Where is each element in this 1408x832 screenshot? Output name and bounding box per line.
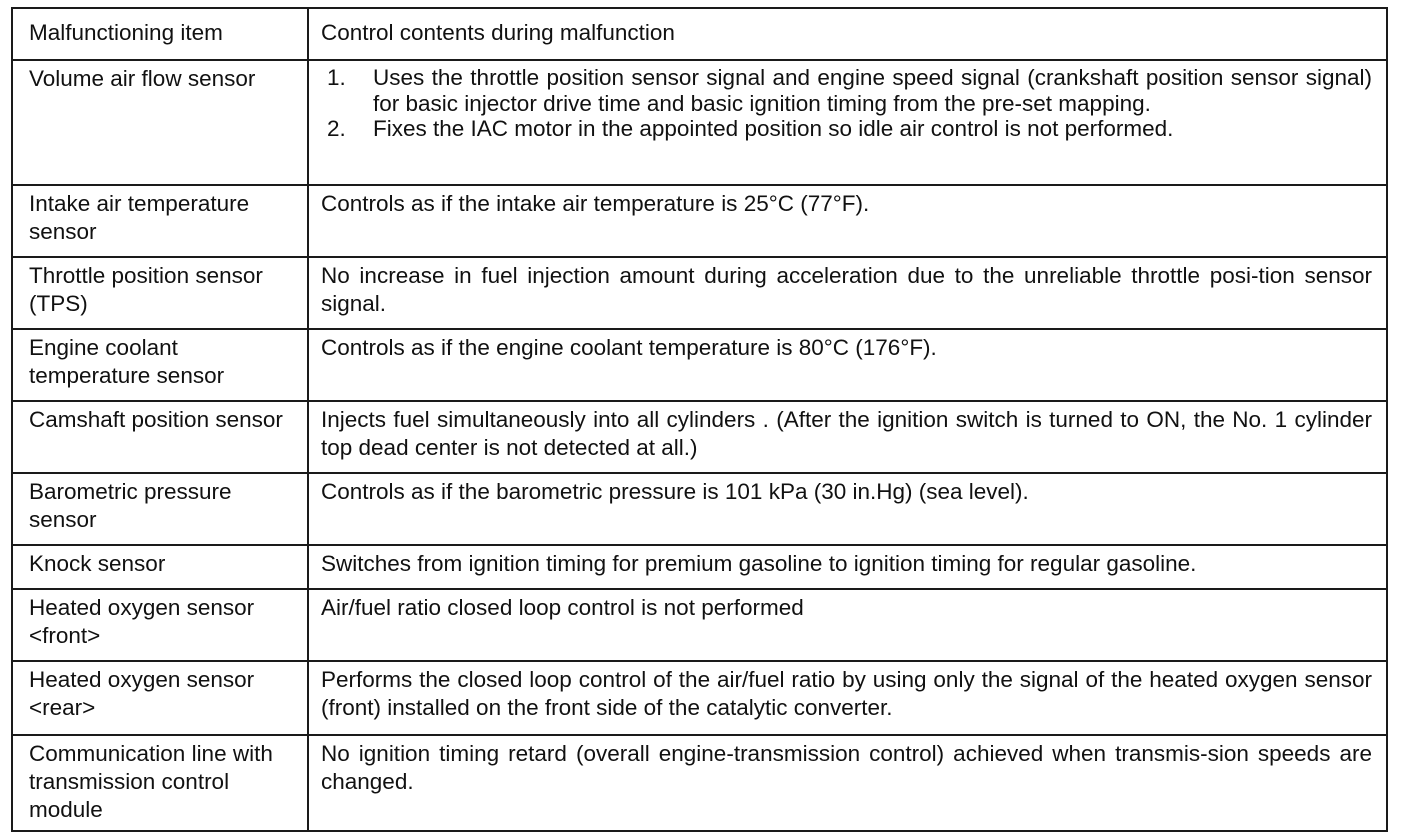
table-row — [12, 185, 1387, 257]
control-cell: Controls as if the barometric pressure is 101 kPa (30 in.Hg) (sea level). — [308, 473, 1387, 545]
control-cell: Switches from ignition timing for premium gasoline to ignition timing for regular gasoline. — [308, 545, 1387, 589]
list-item — [321, 116, 1372, 142]
control-steps-list — [321, 65, 1372, 142]
table-row — [12, 60, 1387, 185]
step-text: Uses the throttle position sensor signal and engine speed signal (crankshaft position sensor signal) for basic injector drive time and basic ignition timing from the pre-set mapping. — [373, 65, 1372, 116]
table-row — [12, 329, 1387, 401]
table-row — [12, 589, 1387, 661]
step-number: 1. — [327, 65, 346, 90]
control-cell: Performs the closed loop control of the air/fuel ratio by using only the signal of the heated oxygen sensor (front) installed on the front side of the catalytic converter. — [308, 661, 1387, 735]
item-cell: Camshaft position sensor — [12, 401, 308, 473]
control-cell: Controls as if the engine coolant temperature is 80°C (176°F). — [308, 329, 1387, 401]
control-cell: Air/fuel ratio closed loop control is not performed — [308, 589, 1387, 661]
list-item — [321, 65, 1372, 116]
item-cell: Communication line with transmission control module — [12, 735, 308, 831]
table-row — [12, 545, 1387, 589]
table-header-row — [12, 8, 1387, 60]
control-cell: No increase in fuel injection amount during acceleration due to the unreliable throttle posi-tion sensor signal. — [308, 257, 1387, 329]
item-cell: Engine coolant temperature sensor — [12, 329, 308, 401]
item-cell: Throttle position sensor (TPS) — [12, 257, 308, 329]
control-cell: No ignition timing retard (overall engine-transmission control) achieved when transmis-sion speeds are changed. — [308, 735, 1387, 831]
table-row — [12, 401, 1387, 473]
malfunction-control-table — [11, 7, 1388, 832]
control-cell — [308, 60, 1387, 185]
table-row — [12, 473, 1387, 545]
item-cell: Heated oxygen sensor <rear> — [12, 661, 308, 735]
control-cell: Injects fuel simultaneously into all cylinders . (After the ignition switch is turned to ON, the No. 1 cylinder top dead center is not detected at all.) — [308, 401, 1387, 473]
item-cell: Barometric pressure sensor — [12, 473, 308, 545]
control-cell: Controls as if the intake air temperature is 25°C (77°F). — [308, 185, 1387, 257]
step-text: Fixes the IAC motor in the appointed position so idle air control is not performed. — [373, 116, 1174, 141]
step-number: 2. — [327, 116, 346, 141]
header-malfunctioning-item: Malfunctioning item — [12, 8, 308, 60]
item-cell: Intake air temperature sensor — [12, 185, 308, 257]
table-row — [12, 661, 1387, 735]
header-control-contents: Control contents during malfunction — [308, 8, 1387, 60]
item-cell: Volume air flow sensor — [12, 60, 308, 185]
table-row — [12, 735, 1387, 831]
item-cell: Knock sensor — [12, 545, 308, 589]
table-row — [12, 257, 1387, 329]
item-cell: Heated oxygen sensor <front> — [12, 589, 308, 661]
